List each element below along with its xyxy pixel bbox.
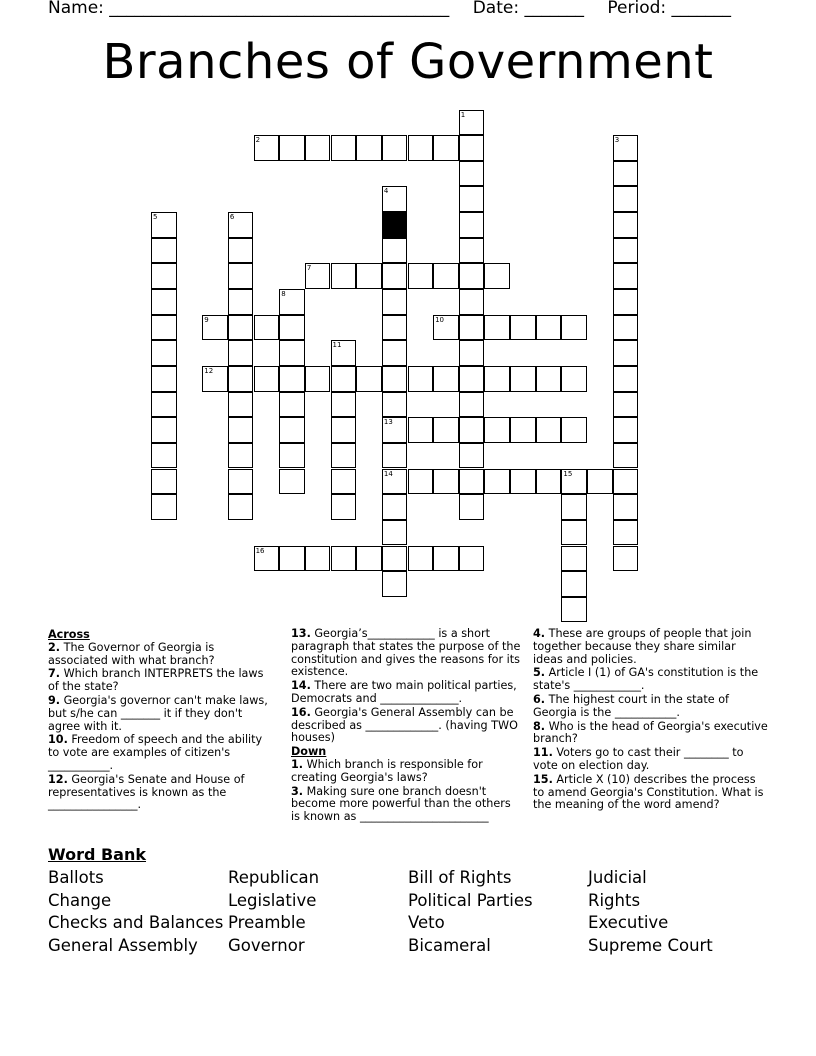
clue-text: The highest court in the state of Georgia is the ___________. — [533, 692, 729, 719]
word-bank-heading: Word Bank — [48, 845, 147, 864]
clue-number: 14. — [291, 679, 311, 693]
clue-number: 4 — [383, 187, 389, 196]
crossword-cell[interactable] — [151, 340, 177, 366]
crossword-cell[interactable] — [356, 546, 382, 572]
clue-number: 9. — [48, 693, 61, 707]
crossword-cell[interactable] — [356, 263, 382, 289]
crossword-cell[interactable] — [613, 520, 639, 546]
crossword-cell[interactable] — [331, 443, 357, 469]
word-bank-item: Bill of Rights — [408, 868, 512, 887]
crossword-cell[interactable] — [433, 546, 459, 572]
crossword-cell[interactable] — [408, 546, 434, 572]
crossword-cell[interactable] — [459, 238, 485, 264]
page-title: Branches of Government — [102, 34, 714, 90]
crossword-cell[interactable] — [459, 315, 485, 341]
crossword-cell[interactable] — [305, 366, 331, 392]
clue-number: 12. — [48, 772, 68, 786]
crossword-cell[interactable] — [587, 469, 613, 495]
clue-number: 16 — [255, 546, 265, 555]
crossword-cell[interactable] — [228, 263, 254, 289]
word-bank-item: Political Parties — [408, 890, 533, 910]
crossword-cell[interactable] — [459, 392, 485, 418]
crossword-cell[interactable] — [561, 571, 587, 597]
crossword-cell[interactable] — [433, 469, 459, 495]
crossword-cell[interactable] — [459, 161, 485, 187]
clue-item — [291, 707, 523, 745]
crossword-cell[interactable] — [382, 443, 408, 469]
word-bank-item: Ballots — [48, 868, 104, 887]
clue-item — [48, 642, 270, 668]
crossword-cell[interactable] — [484, 366, 510, 392]
crossword-cell[interactable] — [382, 263, 408, 289]
word-bank-item: Legislative — [228, 890, 317, 910]
crossword-cell[interactable] — [561, 417, 587, 443]
clue-column-3 — [533, 628, 769, 813]
crossword-cell[interactable] — [484, 315, 510, 341]
crossword-cell[interactable] — [613, 340, 639, 366]
crossword-cell[interactable] — [228, 289, 254, 315]
crossword-cell[interactable] — [408, 135, 434, 161]
clue-number: 6. — [533, 692, 546, 706]
crossword-cell[interactable] — [382, 289, 408, 315]
date-field: Date: _______ — [472, 0, 584, 18]
clue-item — [533, 628, 769, 666]
crossword-cell[interactable] — [382, 392, 408, 418]
clue-text: Freedom of speech and the ability to vote are examples of citizen's ___________. — [48, 733, 263, 772]
crossword-cell[interactable] — [151, 392, 177, 418]
word-bank-item: Checks and Balances — [48, 913, 224, 933]
crossword-cell[interactable] — [536, 366, 562, 392]
crossword-cell[interactable] — [613, 366, 639, 392]
clue-number: 10. — [48, 733, 68, 747]
clue-number: 2 — [255, 136, 261, 145]
crossword-cell[interactable] — [459, 135, 485, 161]
clue-number: 13 — [383, 418, 393, 427]
clue-number: 15 — [563, 469, 573, 478]
crossword-cell[interactable] — [613, 289, 639, 315]
crossword-cell[interactable] — [561, 366, 587, 392]
crossword-cell[interactable] — [510, 315, 536, 341]
crossword-cell[interactable] — [228, 494, 254, 520]
clue-number: 11 — [332, 341, 342, 350]
clue-item — [533, 667, 769, 693]
crossword-cell[interactable] — [408, 263, 434, 289]
crossword-cell[interactable] — [613, 186, 639, 212]
black-square — [382, 212, 408, 238]
crossword-cell[interactable] — [382, 315, 408, 341]
crossword-cell[interactable] — [536, 315, 562, 341]
crossword-cell[interactable] — [613, 315, 639, 341]
crossword-cell[interactable] — [279, 417, 305, 443]
clue-text: Georgia's Senate and House of representatives is known as the ________________. — [48, 772, 245, 812]
crossword-cell[interactable] — [356, 366, 382, 392]
crossword-cell[interactable] — [613, 443, 639, 469]
crossword-cell[interactable] — [613, 392, 639, 418]
crossword-cell[interactable] — [279, 392, 305, 418]
clue-number: 4. — [533, 627, 546, 640]
clue-number: 7 — [306, 264, 312, 273]
crossword-cell[interactable] — [331, 366, 357, 392]
clue-number: 7. — [48, 667, 61, 681]
crossword-cell[interactable] — [151, 263, 177, 289]
word-bank-item: General Assembly — [48, 935, 198, 955]
crossword-cell[interactable] — [228, 469, 254, 495]
crossword-cell[interactable] — [151, 469, 177, 495]
clue-text: These are groups of people that join together because they share similar ideas and policies. — [533, 627, 752, 666]
clue-number: 15. — [533, 772, 553, 786]
clue-number: 13. — [291, 627, 311, 640]
clue-number: 5. — [533, 666, 546, 680]
period-field: Period: _______ — [607, 0, 732, 18]
clue-item — [533, 747, 769, 773]
crossword-cell[interactable] — [279, 546, 305, 572]
crossword-cell[interactable] — [331, 546, 357, 572]
crossword-cell[interactable] — [151, 494, 177, 520]
clue-text: Georgia’s____________ is a short paragraph that states the purpose of the constitution and gives the reasons for its existence. — [291, 627, 521, 679]
crossword-cell[interactable] — [279, 366, 305, 392]
word-bank-item: Supreme Court — [588, 935, 713, 955]
across-heading: Across — [48, 628, 90, 641]
crossword-cell[interactable] — [561, 494, 587, 520]
crossword-cell[interactable] — [382, 571, 408, 597]
crossword-cell[interactable] — [536, 469, 562, 495]
crossword-cell[interactable] — [613, 546, 639, 572]
crossword-cell[interactable] — [433, 417, 459, 443]
crossword-cell[interactable] — [484, 469, 510, 495]
crossword-cell[interactable] — [382, 546, 408, 572]
clue-number: 6 — [229, 213, 235, 222]
crossword-cell[interactable] — [613, 417, 639, 443]
crossword-cell[interactable] — [279, 469, 305, 495]
crossword-cell[interactable] — [613, 494, 639, 520]
word-bank-item: Governor — [228, 935, 305, 955]
crossword-cell[interactable] — [305, 546, 331, 572]
clue-number: 1 — [460, 110, 466, 119]
crossword-cell[interactable] — [331, 392, 357, 418]
clue-item — [533, 774, 769, 812]
clue-number: 10 — [435, 315, 445, 324]
crossword-cell[interactable] — [459, 289, 485, 315]
crossword-cell[interactable] — [279, 443, 305, 469]
crossword-cell[interactable] — [228, 417, 254, 443]
crossword-cell[interactable] — [331, 494, 357, 520]
word-bank-item: Veto — [408, 913, 445, 933]
crossword-cell[interactable] — [382, 135, 408, 161]
crossword-cell[interactable] — [305, 135, 331, 161]
crossword-cell[interactable] — [228, 340, 254, 366]
crossword-cell[interactable] — [228, 443, 254, 469]
clue-number: 12 — [204, 367, 214, 375]
clue-number: 3. — [291, 784, 304, 798]
crossword-cell[interactable] — [228, 315, 254, 341]
crossword-cell[interactable] — [433, 366, 459, 392]
crossword-cell[interactable] — [433, 263, 459, 289]
clue-column-1 — [48, 628, 270, 813]
clue-number: 11. — [533, 746, 553, 760]
crossword-cell[interactable] — [613, 263, 639, 289]
word-bank-item: Executive — [588, 913, 669, 933]
clue-item — [533, 721, 769, 747]
crossword-cell[interactable] — [151, 238, 177, 264]
word-bank-item: Bicameral — [408, 935, 491, 955]
crossword-cell[interactable] — [356, 135, 382, 161]
clue-text: Article I (1) of GA's constitution is the state's ____________. — [533, 666, 759, 693]
crossword-cell[interactable] — [408, 469, 434, 495]
crossword-cell[interactable] — [433, 135, 459, 161]
crossword-cell[interactable] — [459, 494, 485, 520]
crossword-cell[interactable] — [331, 263, 357, 289]
crossword-cell[interactable] — [151, 417, 177, 443]
clue-text: Which branch INTERPRETS the laws of the state? — [48, 667, 264, 694]
crossword-cell[interactable] — [382, 520, 408, 546]
crossword-cell[interactable] — [382, 494, 408, 520]
clue-text: Who is the head of Georgia's executive branch? — [533, 719, 768, 746]
crossword-cell[interactable] — [510, 469, 536, 495]
clue-text: Georgia's governor can't make laws, but s/he can _______ it if they don't agree with it. — [48, 693, 268, 733]
clue-item — [291, 680, 523, 706]
crossword-cell[interactable] — [613, 212, 639, 238]
word-bank — [48, 868, 788, 956]
clue-number: 8. — [533, 719, 546, 733]
clue-text: Making sure one branch doesn't become more powerful than the others is known as _______________________ — [291, 784, 511, 824]
clue-text: There are two main political parties, Democrats and ______________. — [291, 679, 517, 705]
clue-number: 8 — [281, 290, 286, 298]
clue-item — [533, 694, 769, 720]
crossword-cell[interactable] — [510, 366, 536, 392]
crossword-cell[interactable] — [151, 443, 177, 469]
clue-item — [291, 759, 523, 785]
crossword-cell[interactable] — [228, 238, 254, 264]
crossword-cell[interactable] — [382, 366, 408, 392]
clue-text: The Governor of Georgia is associated with what branch? — [48, 640, 215, 667]
crossword-cell[interactable] — [279, 135, 305, 161]
crossword-cell[interactable] — [151, 289, 177, 315]
crossword-cell[interactable] — [151, 315, 177, 341]
crossword-cell[interactable] — [510, 417, 536, 443]
clue-item — [48, 695, 270, 733]
clue-item — [291, 786, 523, 824]
crossword-cell[interactable] — [459, 417, 485, 443]
crossword-cell[interactable] — [459, 443, 485, 469]
header-line — [48, 0, 749, 18]
crossword-cell[interactable] — [459, 340, 485, 366]
crossword-cell[interactable] — [382, 238, 408, 264]
clue-item — [48, 734, 270, 772]
crossword-cell[interactable] — [254, 315, 280, 341]
crossword-cell[interactable] — [279, 340, 305, 366]
clue-number: 9 — [204, 315, 209, 324]
crossword-cell[interactable] — [331, 135, 357, 161]
crossword-cell[interactable] — [254, 366, 280, 392]
crossword-cell[interactable] — [459, 366, 485, 392]
clue-number: 14 — [383, 469, 393, 478]
crossword-cell[interactable] — [459, 469, 485, 495]
clue-text: Which branch is responsible for creating Georgia's laws? — [291, 757, 483, 784]
clue-number: 5 — [153, 213, 158, 222]
crossword-cell[interactable] — [151, 366, 177, 392]
word-bank-item: Judicial — [588, 868, 647, 887]
crossword-cell[interactable] — [279, 315, 305, 341]
crossword-cell[interactable] — [536, 417, 562, 443]
word-bank-item: Republican — [228, 868, 320, 887]
name-field: Name: ________________________________________ — [48, 0, 450, 18]
word-bank-item: Rights — [588, 890, 641, 910]
clue-number: 1. — [291, 757, 304, 771]
word-bank-item: Preamble — [228, 913, 306, 933]
crossword-cell[interactable] — [484, 263, 510, 289]
clue-number: 16. — [291, 705, 311, 719]
clue-text: Voters go to cast their ________ to vote on election day. — [533, 746, 744, 772]
clue-number: 2. — [48, 640, 61, 654]
crossword-cell[interactable] — [561, 520, 587, 546]
crossword-cell[interactable] — [613, 469, 639, 495]
crossword-cell[interactable] — [561, 546, 587, 572]
word-bank-item: Change — [48, 890, 112, 910]
crossword-cell[interactable] — [331, 417, 357, 443]
crossword-cell[interactable] — [382, 340, 408, 366]
crossword-cell[interactable] — [459, 546, 485, 572]
crossword-cell[interactable] — [613, 238, 639, 264]
crossword-cell[interactable] — [459, 263, 485, 289]
crossword-cell[interactable] — [484, 417, 510, 443]
crossword-cell[interactable] — [408, 417, 434, 443]
down-heading: Down — [291, 745, 327, 759]
crossword-cell[interactable] — [459, 212, 485, 238]
clue-item — [48, 668, 270, 694]
crossword-cell[interactable] — [561, 597, 587, 623]
crossword-cell[interactable] — [331, 469, 357, 495]
crossword-cell[interactable] — [408, 366, 434, 392]
crossword-cell[interactable] — [459, 186, 485, 212]
clue-item — [291, 628, 523, 679]
clue-text: Article X (10) describes the process to amend Georgia's Constitution. What is the meaning of the word amend? — [533, 772, 764, 812]
crossword-cell[interactable] — [228, 392, 254, 418]
clue-item — [48, 774, 270, 812]
crossword-cell[interactable] — [613, 161, 639, 187]
clue-column-2 — [291, 628, 523, 825]
clue-text: Georgia's General Assembly can be described as _____________. (having TWO houses) — [291, 705, 518, 745]
clue-number: 3 — [614, 136, 620, 145]
crossword-cell[interactable] — [228, 366, 254, 392]
crossword-cell[interactable] — [561, 315, 587, 341]
